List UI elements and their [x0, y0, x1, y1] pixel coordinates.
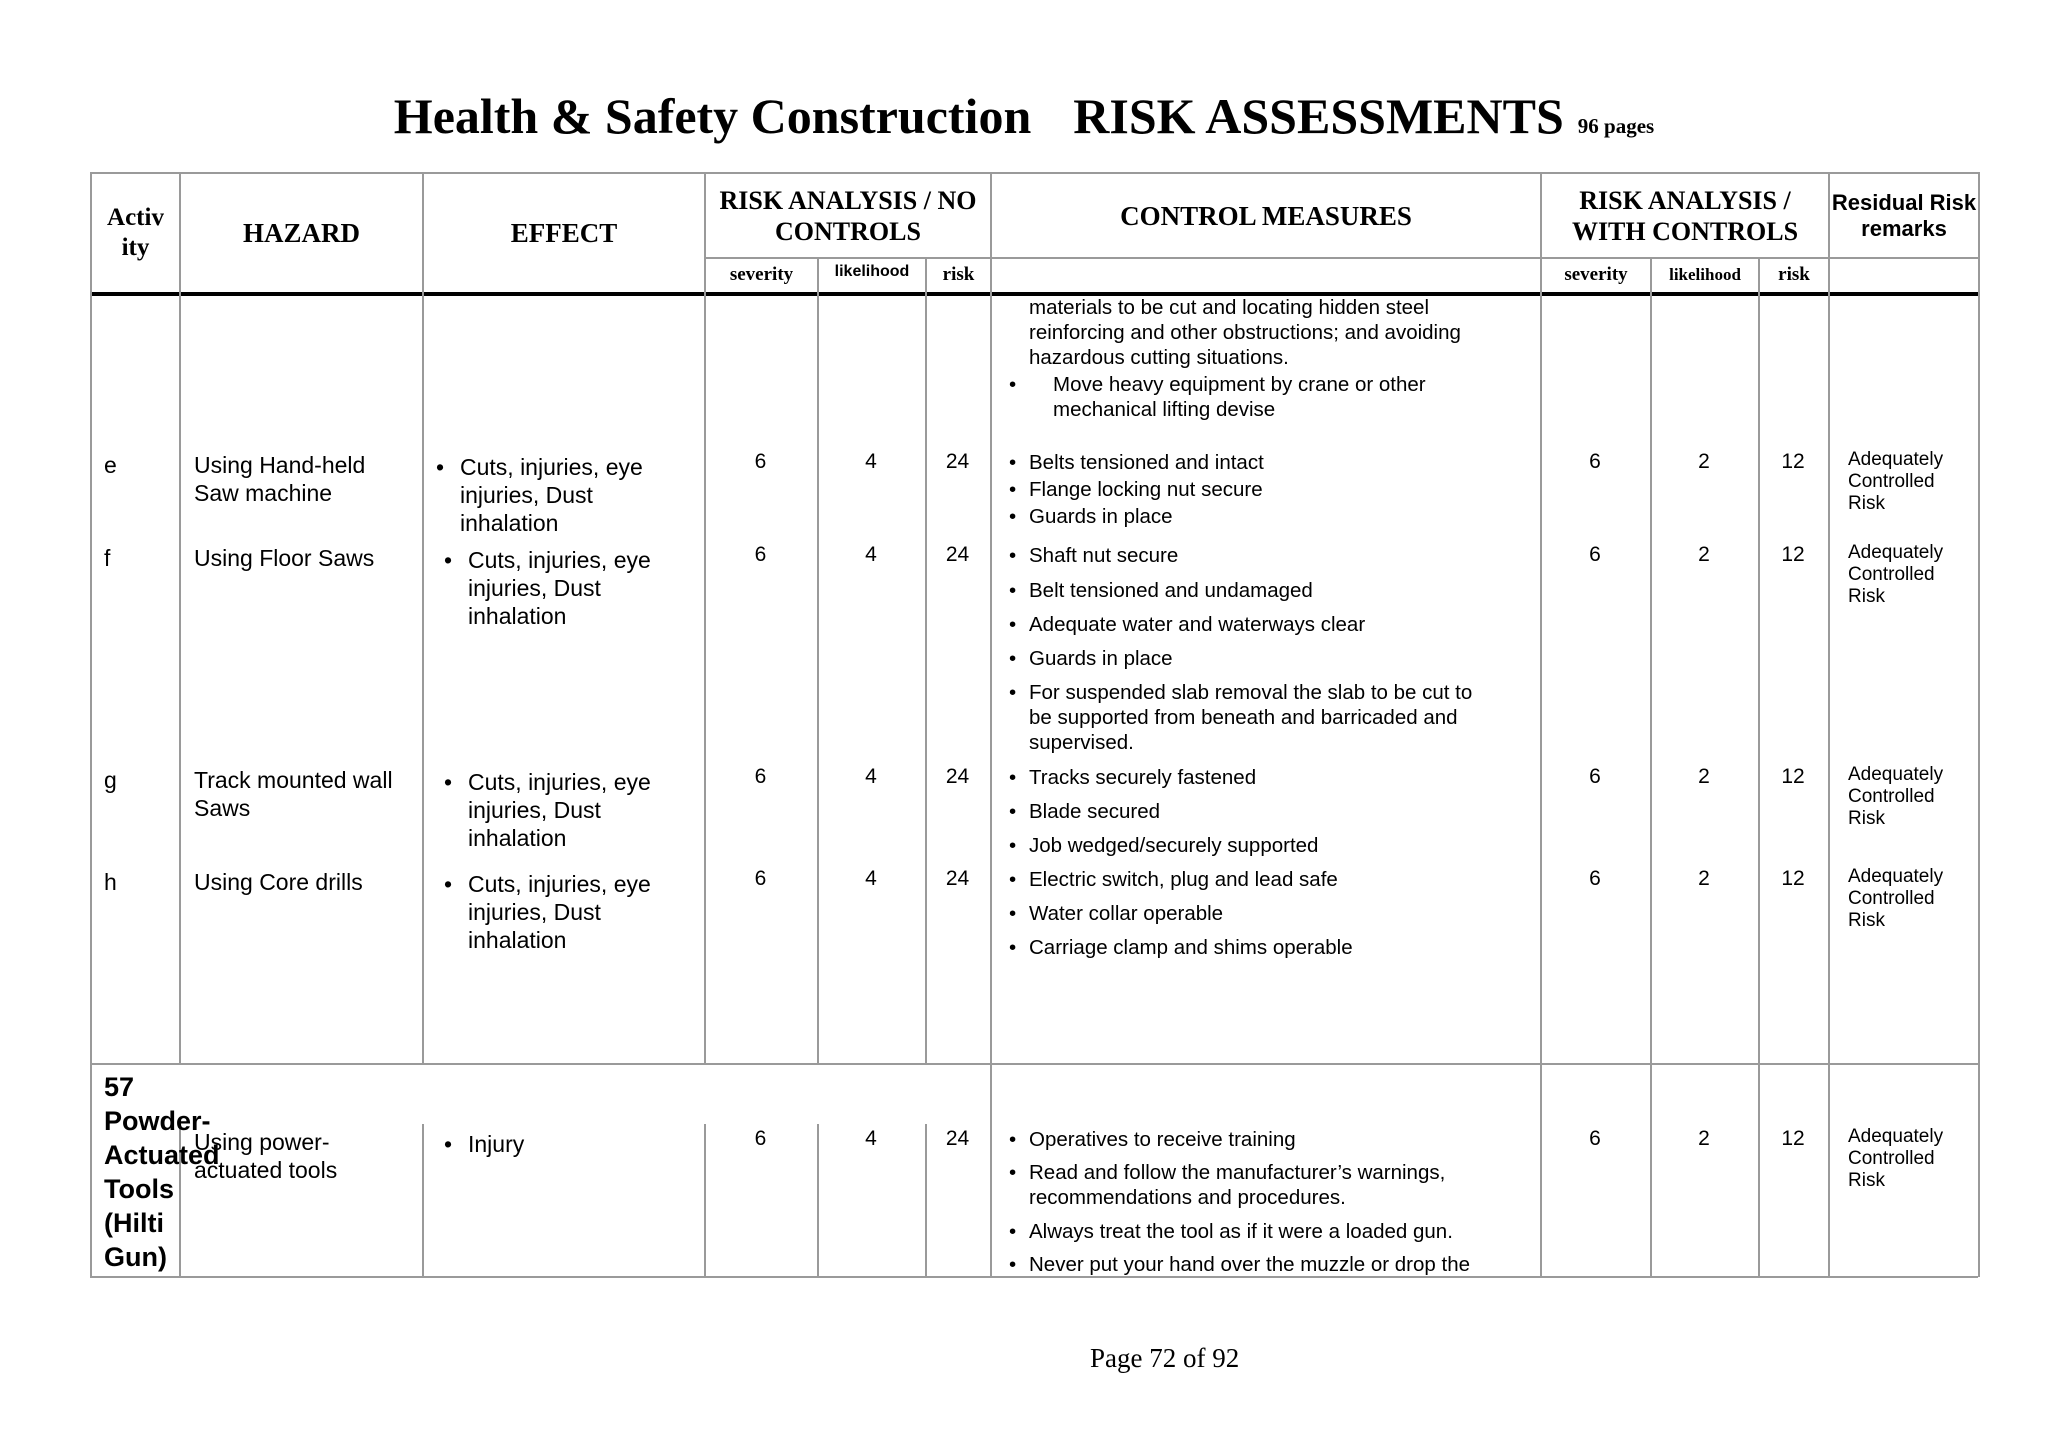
row-e-id: e [104, 452, 117, 478]
row-e-risk: 24 [945, 450, 970, 473]
row-f-hazard: Using Floor Saws [194, 545, 375, 571]
header-likelihood-2: likelihood [1669, 265, 1741, 284]
row-57-remarks: Adequately Controlled Risk [1848, 1126, 1944, 1191]
header-hazard: HAZARD [242, 217, 360, 248]
row-e-severity-2: 6 [1589, 450, 1601, 473]
row-f-control: • Guards in place [1005, 646, 1549, 671]
row-f-remarks: Adequately Controlled Risk [1848, 542, 1944, 607]
row-e-likelihood: 4 [865, 450, 877, 473]
row-h-effect: • Cuts, injuries, eye injuries, Dust inhalation [440, 870, 698, 954]
row-57-severity-2: 6 [1589, 1127, 1601, 1150]
row-g-likelihood-2: 2 [1698, 765, 1710, 788]
row-g-control: • Job wedged/securely supported [1005, 833, 1549, 858]
section-heading: 57 Powder-Actuated Tools (Hilti Gun) [104, 1072, 220, 1272]
document-title [0, 86, 2048, 156]
table-top-border [90, 172, 1978, 174]
row-e-control: • Guards in place [1005, 504, 1549, 529]
row-g-control: • Blade secured [1005, 799, 1549, 824]
col-line [817, 257, 819, 1065]
row-h-control: • Electric switch, plug and lead safe [1005, 867, 1549, 892]
row-g-effect: • Cuts, injuries, eye injuries, Dust inhalation [440, 768, 698, 852]
header-severity: severity [729, 264, 794, 285]
row-57-risk: 24 [945, 1127, 970, 1150]
row-e-hazard: Using Hand-held Saw machine [194, 452, 366, 506]
col-line [925, 257, 927, 1065]
table-bottom-border [90, 1276, 1978, 1278]
row-g-hazard: Track mounted wall Saws [194, 767, 393, 821]
row-f-effect: • Cuts, injuries, eye injuries, Dust inhalation [440, 546, 698, 630]
row-f-control: • Adequate water and waterways clear [1005, 612, 1549, 637]
col-line [422, 1124, 424, 1277]
row-e-control: • Flange locking nut secure [1005, 477, 1549, 502]
row-h-id: h [104, 869, 117, 895]
row-g-likelihood: 4 [865, 765, 877, 788]
row-f-severity-2: 6 [1589, 543, 1601, 566]
row-h-control: • Water collar operable [1005, 901, 1549, 926]
row-h-likelihood-2: 2 [1698, 867, 1710, 890]
col-line [990, 172, 992, 1277]
row-f-severity: 6 [754, 543, 767, 566]
header-risk: risk [942, 264, 975, 285]
row-e-remarks: Adequately Controlled Risk [1848, 449, 1944, 514]
row-e-risk-2: 12 [1781, 450, 1805, 473]
row-57-likelihood-2: 2 [1698, 1127, 1710, 1150]
row-57-control: • Read and follow the manufacturer’s warnings, recommendations and procedures. [1005, 1160, 1499, 1210]
header-activity: Activ ity [107, 204, 164, 261]
row-e-likelihood-2: 2 [1698, 450, 1710, 473]
header-effect: EFFECT [510, 217, 618, 248]
row-f-id: f [104, 545, 111, 571]
col-line [179, 172, 181, 1065]
page-footer: Page 72 of 92 [1090, 1343, 1240, 1373]
col-line [1828, 172, 1830, 1277]
row-e-control: • Belts tensioned and intact [1005, 450, 1549, 475]
header-risk-with-controls: RISK ANALYSIS / WITH CONTROLS [1571, 186, 1799, 246]
row-57-severity: 6 [754, 1127, 767, 1150]
row-g-remarks: Adequately Controlled Risk [1848, 764, 1944, 829]
row-f-likelihood-2: 2 [1698, 543, 1710, 566]
row-57-effect: • Injury [440, 1130, 698, 1158]
row-h-likelihood: 4 [865, 867, 877, 890]
row-g-severity: 6 [754, 765, 767, 788]
row-g-severity-2: 6 [1589, 765, 1601, 788]
row-h-severity-2: 6 [1589, 867, 1601, 890]
row-h-risk-2: 12 [1781, 867, 1805, 890]
title-main: Health & Safety Construction [393, 88, 1032, 144]
section-divider [90, 1063, 1978, 1065]
row-f-risk-2: 12 [1781, 543, 1805, 566]
row-f-risk: 24 [945, 543, 970, 566]
row-57-control: • Always treat the tool as if it were a loaded gun. [1005, 1219, 1549, 1244]
row-g-risk-2: 12 [1781, 765, 1805, 788]
row-e-effect: • Cuts, injuries, eye injuries, Dust inhalation [432, 453, 690, 537]
col-line [1978, 172, 1980, 1277]
row-h-severity: 6 [754, 867, 767, 890]
row-57-control: • Operatives to receive training [1005, 1127, 1549, 1152]
header-residual: Residual Risk remarks [1831, 190, 1977, 241]
row-f-control: • Shaft nut secure [1005, 543, 1549, 568]
row-57-hazard: Using power-actuated tools [194, 1129, 338, 1183]
header-control-measures: CONTROL MEASURES [1120, 200, 1412, 231]
continued-control-bullet: • Move heavy equipment by crane or other mechanical lifting devise [1005, 372, 1503, 422]
header-risk-no-controls: RISK ANALYSIS / NO CONTROLS [719, 186, 977, 246]
header-severity-2: severity [1564, 264, 1628, 285]
col-line [422, 172, 424, 1065]
continued-control-text: materials to be cut and locating hidden steel reinforcing and other obstructions; and avoiding hazardous cutting situations. [1029, 296, 1461, 369]
row-g-control: • Tracks securely fastened [1005, 765, 1549, 790]
row-57-control: • Never put your hand over the muzzle or drop the [1005, 1252, 1549, 1275]
row-f-control: • For suspended slab removal the slab to be cut to be supported from beneath and barricaded and supervised. [1005, 680, 1499, 755]
row-h-risk: 24 [945, 867, 970, 890]
row-e-severity: 6 [754, 450, 767, 473]
col-line [90, 172, 92, 1277]
row-f-likelihood: 4 [865, 543, 877, 566]
header-likelihood: likelihood [834, 263, 910, 280]
row-57-likelihood: 4 [865, 1127, 877, 1150]
title-sub: RISK ASSESSMENTS [1073, 88, 1564, 144]
row-h-remarks: Adequately Controlled Risk [1848, 866, 1944, 931]
header-risk-2: risk [1778, 264, 1810, 285]
row-h-hazard: Using Core drills [194, 869, 363, 895]
title-pages: 96 pages [1577, 114, 1655, 138]
row-f-control: • Belt tensioned and undamaged [1005, 578, 1549, 603]
row-57-risk-2: 12 [1781, 1127, 1805, 1150]
col-line [1540, 172, 1542, 1277]
row-g-id: g [104, 767, 117, 793]
row-h-control: • Carriage clamp and shims operable [1005, 935, 1549, 960]
col-line [704, 172, 706, 1065]
row-g-risk: 24 [945, 765, 970, 788]
